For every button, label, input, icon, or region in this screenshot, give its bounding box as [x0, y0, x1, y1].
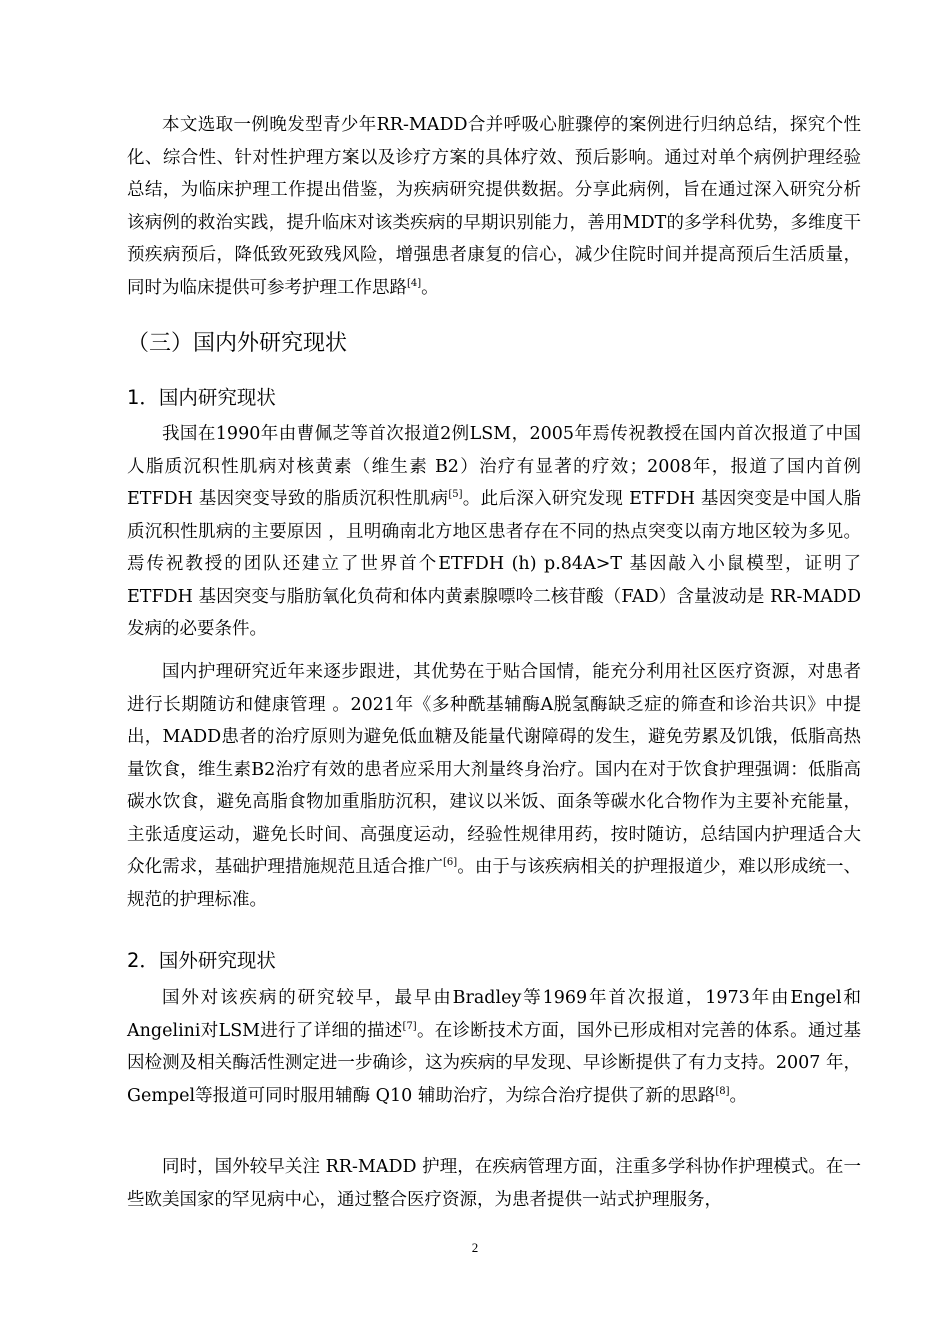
domestic-1-text-a: 我国在1990年由曹佩芝等首次报道2例LSM，2005年焉传祝教授在国内首次报道了中国人脂质沉积性肌病对核黄素（维生素 B2）治疗有显著的疗效；2008年，报道了国内首例 ETFDH 基因突变导致的脂质沉积性肌病: [127, 424, 861, 509]
foreign-paragraph-1: [127, 982, 861, 1112]
domestic-1-text-b: 。此后深入研究发现 ETFDH 基因突变是中国人脂质沉积性肌病的主要原因 ，且明确南北方地区患者存在不同的热点突变以南方地区较为多见。焉传祝教授的团队还建立了世界首个ETFDH (h) p.84A>T 基因敲入小鼠模型，证明了 ETFDH 基因突变与脂肪氧化负荷和体内黄素腺嘌呤二核苷酸（FAD）含量波动是 RR-MADD 发病的必要条件。: [127, 489, 861, 639]
citation-7: [7]: [402, 1020, 417, 1032]
citation-8: [8]: [715, 1085, 730, 1097]
foreign-paragraph-2: [127, 1151, 861, 1216]
page-number: 2: [471, 1240, 479, 1255]
subheading-foreign: 2．国外研究现状: [127, 949, 276, 972]
foreign-1-text-a: 国外对该疾病的研究较早，最早由Bradley等1969年首次报道，1973年由Engel和Angelini对LSM进行了详细的描述: [127, 988, 861, 1041]
intro-tail: 。: [421, 277, 439, 298]
subheading-domestic: 1．国内研究现状: [127, 386, 276, 409]
domestic-2-tail: 。由于与该疾病相关的护理报道少，难以形成统一、规范的护理标准。: [127, 857, 862, 910]
citation-6: [6]: [443, 857, 458, 869]
intro-text: 本文选取一例晚发型青少年RR-MADD合并呼吸心脏骤停的案例进行归纳总结，探究个性化、综合性、针对性护理方案以及诊疗方案的具体疗效、预后影响。通过对单个病例护理经验总结，为临床护理工作提出借鉴，为疾病研究提供数据。分享此病例，旨在通过深入研究分析该病例的救治实践，提升临床对该类疾病的早期识别能力，善用MDT的多学科优势，多维度干预疾病预后，降低致死致残风险，增强患者康复的信心，减少住院时间并提高预后生活质量，同时为临床提供可参考护理工作思路: [127, 115, 861, 298]
foreign-1-tail: 。: [729, 1085, 747, 1106]
section-heading-research-status: （三）国内外研究现状: [127, 331, 348, 356]
citation-5: [5]: [448, 489, 463, 501]
foreign-2-text: 同时，国外较早关注 RR-MADD 护理，在疾病管理方面，注重多学科协作护理模式。在一些欧美国家的罕见病中心，通过整合医疗资源，为患者提供一站式护理服务，: [127, 1157, 861, 1210]
domestic-paragraph-1: [127, 418, 861, 646]
citation-4: [4]: [407, 277, 422, 289]
intro-paragraph: [127, 109, 861, 304]
domestic-paragraph-2: [127, 656, 861, 916]
foreign-1-text-b: 。在诊断技术方面，国外已形成相对完善的体系。通过基因检测及相关酶活性测定进一步确诊，这为疾病的早发现、早诊断提供了有力支持。2007 年，Gempel等报道可同时服用辅酶 Q10 辅助治疗，为综合治疗提供了新的思路: [127, 1020, 861, 1106]
domestic-2-text: 国内护理研究近年来逐步跟进，其优势在于贴合国情，能充分利用社区医疗资源，对患者进行长期随访和健康管理 。2021年《多种酰基辅酶A脱氢酶缺乏症的筛查和诊治共识》中提出，MADD患者的治疗原则为避免低血糖及能量代谢障碍的发生，避免劳累及饥饿，低脂高热量饮食，维生素B2治疗有效的患者应采用大剂量终身治疗。国内在对于饮食护理强调：低脂高碳水饮食，避免高脂食物加重脂肪沉积，建议以米饭、面条等碳水化合物作为主要补充能量，主张适度运动，避免长时间、高强度运动，经验性规律用药，按时随访，总结国内护理适合大众化需求，基础护理措施规范且适合推广: [127, 662, 861, 877]
